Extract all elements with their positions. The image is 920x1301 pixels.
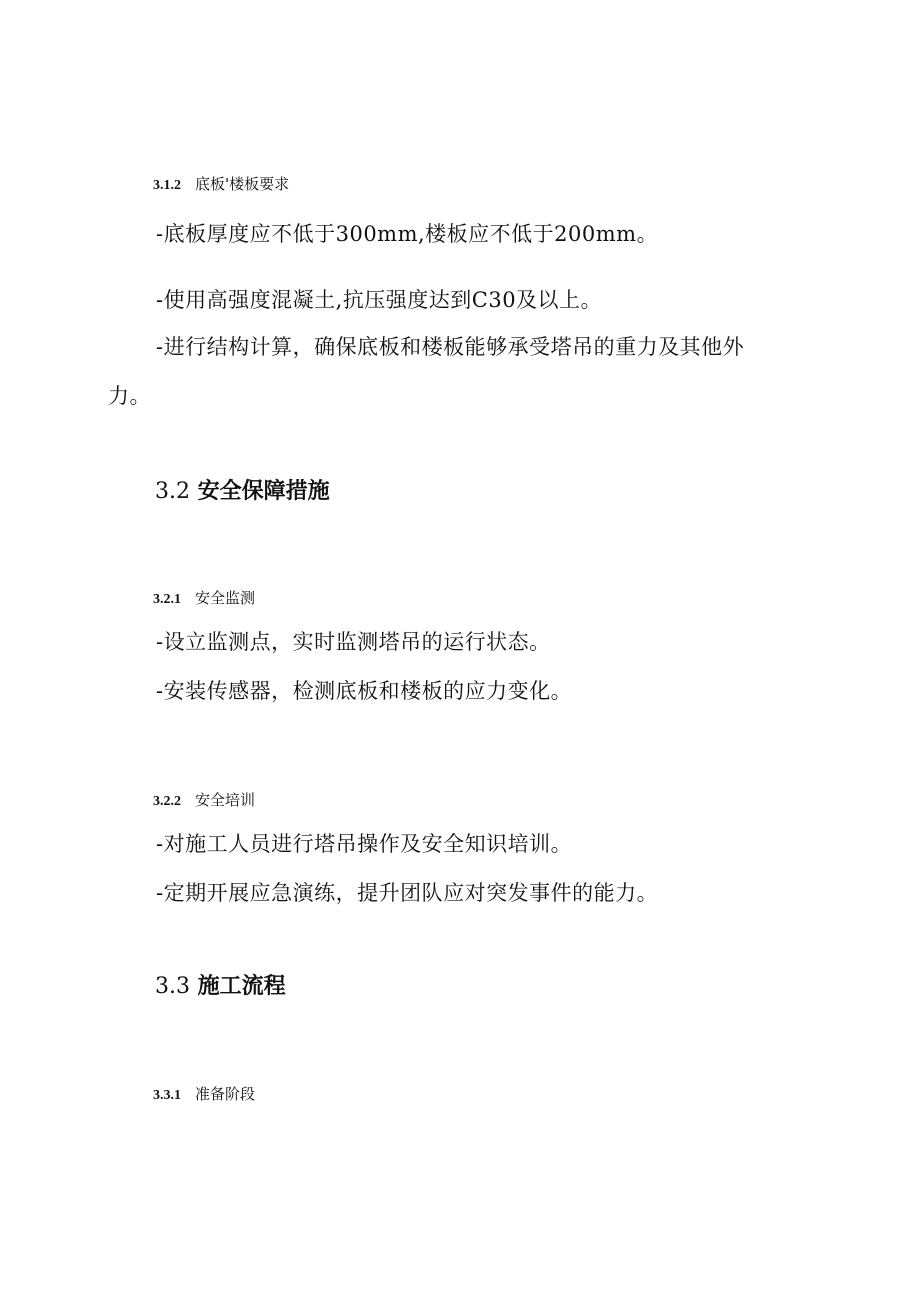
heading-number: 3.3.1 bbox=[153, 1088, 181, 1103]
heading-3-2-1 bbox=[153, 587, 255, 608]
paragraph-line: -对施工人员进行塔吊操作及安全知识培训。 bbox=[156, 832, 573, 856]
heading-number: 3.1.2 bbox=[153, 178, 181, 193]
paragraph-line: -使用高强度混凝土,抗压强度达到C30及以上。 bbox=[156, 288, 603, 312]
heading-3-2-2 bbox=[153, 789, 255, 810]
heading-number: 3.2.1 bbox=[153, 592, 181, 607]
heading-3-1-2 bbox=[153, 173, 289, 194]
heading-title: 安全监测 bbox=[195, 589, 256, 607]
heading-number: 3.2 bbox=[155, 479, 190, 504]
heading-title: 施工流程 bbox=[197, 973, 286, 999]
paragraph-line: -安装传感器，检测底板和楼板的应力变化。 bbox=[156, 679, 573, 703]
heading-3-2 bbox=[155, 474, 330, 505]
heading-title: 底板'楼板要求 bbox=[195, 175, 290, 193]
paragraph-line: -进行结构计算，确保底板和楼板能够承受塔吊的重力及其他外 bbox=[156, 335, 745, 359]
paragraph-line: -底板厚度应不低于300mm,楼板应不低于200mm。 bbox=[156, 222, 659, 246]
heading-number: 3.2.2 bbox=[153, 794, 181, 809]
heading-title: 准备阶段 bbox=[195, 1085, 256, 1103]
heading-number: 3.3 bbox=[155, 974, 190, 999]
heading-3-3-1 bbox=[153, 1083, 255, 1104]
paragraph-line: -定期开展应急演练，提升团队应对突发事件的能力。 bbox=[156, 881, 659, 905]
heading-title: 安全培训 bbox=[195, 791, 256, 809]
paragraph-line-continued: 力。 bbox=[108, 384, 151, 408]
heading-title: 安全保障措施 bbox=[197, 478, 330, 504]
paragraph-line: -设立监测点，实时监测塔吊的运行状态。 bbox=[156, 630, 551, 654]
heading-3-3 bbox=[155, 969, 286, 1000]
